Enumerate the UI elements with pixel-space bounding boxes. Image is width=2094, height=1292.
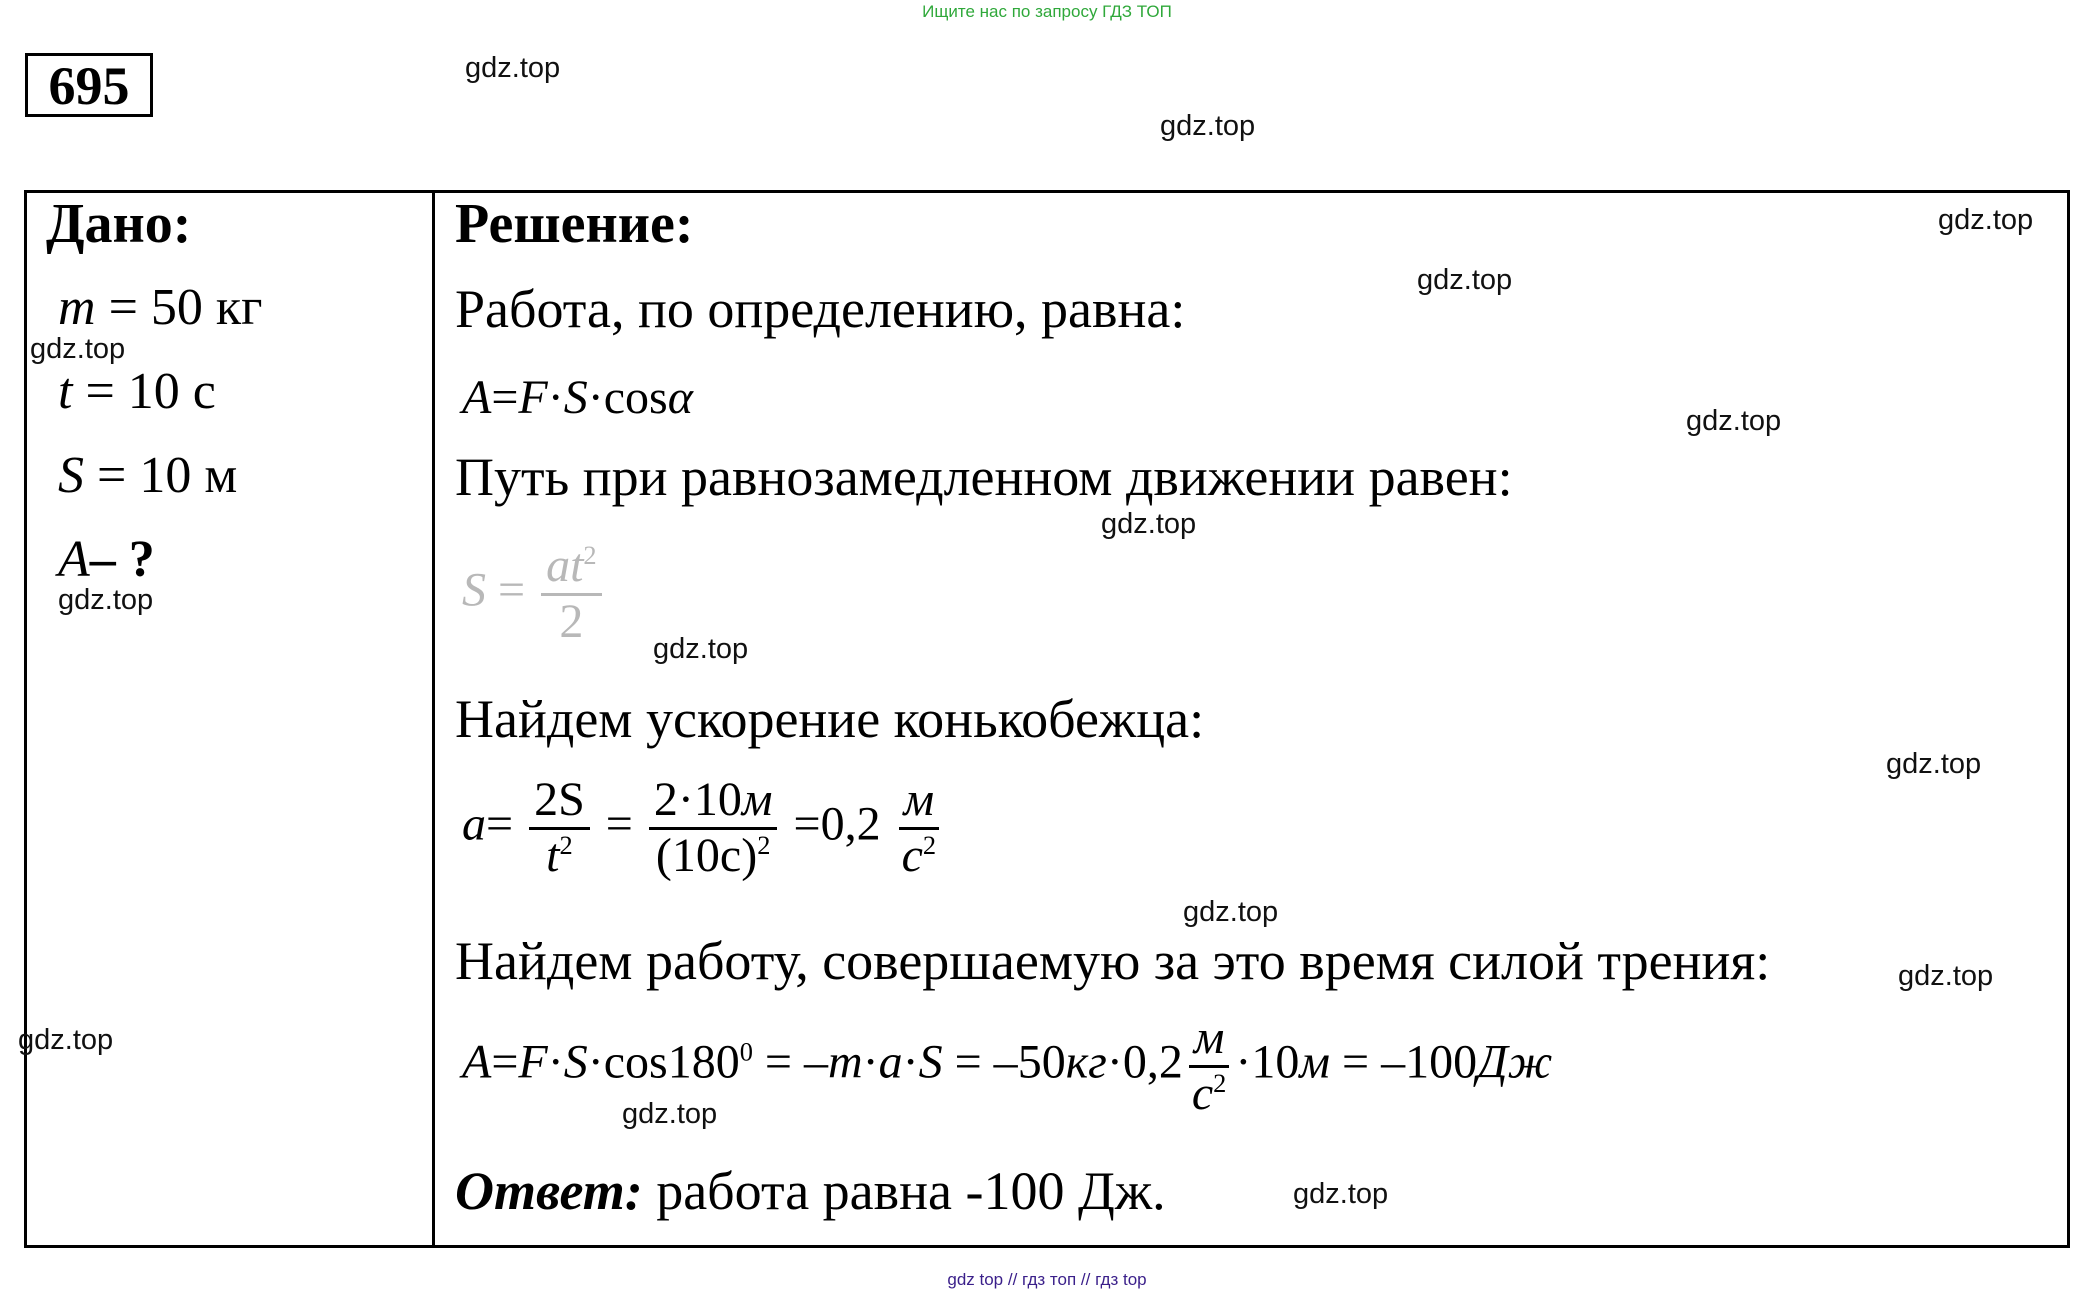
solution-title: Решение:	[455, 193, 694, 255]
given-title: Дано:	[46, 193, 192, 255]
watermark: gdz.top	[1898, 960, 1994, 992]
formula-work-definition: A=F·S·cosα	[462, 371, 693, 424]
watermark: gdz.top	[1160, 110, 1256, 142]
watermark: gdz.top	[653, 633, 749, 665]
watermark: gdz.top	[1101, 508, 1197, 540]
formula-distance: S = $\frac{at^2}{2}$	[462, 540, 606, 649]
problem-number: 695	[25, 53, 153, 117]
watermark: gdz.top	[1183, 896, 1279, 928]
watermark: gdz.top	[465, 52, 561, 84]
watermark: gdz.top	[1938, 204, 2034, 236]
solution-text-2: Путь при равнозамедленном движении равен:	[455, 447, 1513, 507]
top-banner	[0, 2, 2094, 22]
solution-text-4: Найдем работу, совершаемую за это время силой трения:	[455, 931, 1771, 991]
watermark: gdz.top	[18, 1024, 114, 1056]
formula-acceleration: a= $\frac{2S}{t^2}$ = $\frac{2\cdot 10м}{(10с)^2}$ =0,2 $\frac{м}{с^2}$	[462, 774, 945, 883]
answer-label: Ответ:	[455, 1161, 643, 1221]
given-time: t = 10 с	[58, 363, 216, 420]
solution-text-3: Найдем ускорение конькобежца:	[455, 689, 1205, 749]
watermark: gdz.top	[58, 584, 154, 616]
watermark: gdz.top	[1886, 748, 1982, 780]
watermark: gdz.top	[1686, 405, 1782, 437]
given-mass: m = 50 кг	[58, 279, 263, 336]
watermark: gdz.top	[1293, 1178, 1389, 1210]
formula-friction-work: $A=F\cdot S\cdot\cos 180^0 = -m\cdot a\cdot S = -50кг\cdot 0,2$ $\frac{м}{с^2}$ ·10м = –100Дж	[462, 1011, 1553, 1120]
given-unknown: A– ?	[58, 531, 155, 588]
answer	[455, 1160, 1166, 1222]
watermark: gdz.top	[1417, 264, 1513, 296]
top-banner-text: Ищите нас по запросу ГДЗ ТОП	[922, 2, 1172, 21]
given-distance: S = 10 м	[58, 447, 238, 504]
column-divider	[432, 190, 435, 1248]
solution-text-1: Работа, по определению, равна:	[455, 279, 1186, 339]
bottom-banner: gdz top // гдз топ // гдз top	[947, 1270, 1147, 1289]
answer-text: работа равна -100 Дж.	[656, 1161, 1166, 1221]
watermark: gdz.top	[30, 333, 126, 365]
watermark: gdz.top	[622, 1098, 718, 1130]
